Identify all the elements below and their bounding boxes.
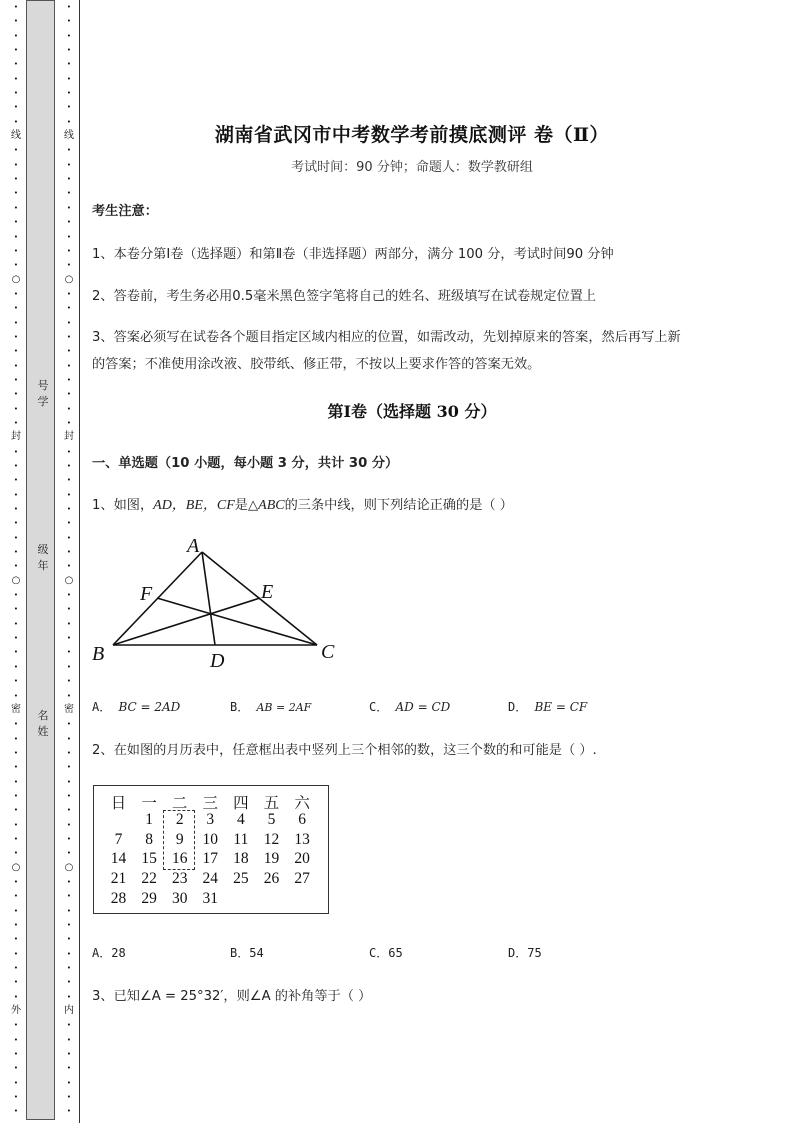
inner-dot: •: [66, 361, 72, 370]
calendar-day: 11: [233, 830, 249, 848]
outer-dot: •: [13, 232, 19, 241]
outer-dot: •: [13, 505, 19, 514]
inner-dot: •: [66, 548, 72, 557]
outer-dot: •: [13, 519, 19, 528]
inner-dot: •: [66, 1078, 72, 1087]
inner-mark: 内: [64, 1005, 74, 1017]
outer-dot: •: [13, 3, 19, 11]
inner-dot: •: [66, 232, 72, 241]
outer-dot: •: [13, 935, 19, 944]
outer-dot: •: [13, 1050, 19, 1059]
inner-dot: •: [66, 60, 72, 69]
inner-dot: •: [66, 748, 72, 757]
part-title: 第Ⅰ卷（选择题 30 分）: [327, 402, 497, 421]
outer-dot: •: [13, 117, 19, 126]
inner-dot: •: [66, 246, 72, 255]
inner-circle: ○: [64, 273, 74, 285]
calendar-day: 15: [141, 850, 157, 868]
outer-dot: •: [13, 31, 19, 40]
inner-dot: •: [66, 146, 72, 155]
inner-dot: •: [66, 117, 72, 126]
calendar-day: 17: [202, 850, 219, 868]
calendar-day: 1: [145, 810, 153, 828]
outer-dot: •: [13, 218, 19, 227]
note-item-3: 3、答案必须写在试卷各个题目指定区域内相应的位置，如需改动，先划掉原来的答案，然后再写上新: [92, 330, 681, 345]
inner-dot: •: [66, 634, 72, 643]
inner-circle: ○: [64, 861, 74, 873]
calendar-day: 2: [175, 810, 184, 828]
q1-option-b: B． AB = 2AF: [230, 700, 312, 714]
inner-dot: •: [66, 806, 72, 815]
vertex-c-label: C: [321, 641, 335, 663]
point-d-label: D: [210, 650, 225, 672]
outer-dot: •: [13, 677, 19, 686]
calendar-day: 30: [171, 890, 188, 907]
outer-dot: •: [13, 404, 19, 413]
inner-dot: •: [66, 562, 72, 571]
outer-dot: •: [13, 462, 19, 470]
calendar-day: 22: [141, 870, 157, 888]
grade-label: 级 年: [37, 543, 49, 572]
name-label: 名 姓: [37, 709, 49, 738]
outer-dot: •: [13, 605, 19, 614]
calendar-day: 3: [206, 810, 215, 828]
outer-dot: •: [13, 490, 19, 499]
outer-dot: •: [13, 60, 19, 69]
inner-dot: •: [66, 189, 72, 198]
outer-dot: •: [13, 46, 19, 55]
outer-dot: •: [13, 1021, 19, 1030]
notes-heading: 考生注意：: [92, 204, 158, 219]
inner-dot: •: [66, 1107, 72, 1116]
calendar-day: 14: [110, 850, 127, 868]
calendar-day: 6: [298, 810, 306, 828]
q1-text-mid: 是△: [234, 498, 259, 513]
inner-dot: •: [66, 476, 72, 485]
calendar-day: 29: [141, 890, 157, 907]
calendar-weekday: 五: [263, 795, 280, 812]
calendar-day: 28: [110, 890, 127, 907]
calendar-weekday: 三: [202, 795, 219, 812]
calendar-day: 13: [294, 830, 310, 848]
vertex-b-label: B: [92, 643, 105, 665]
calendar-day: 9: [175, 830, 184, 848]
inner-dot: •: [66, 304, 72, 313]
outer-dot: •: [13, 548, 19, 557]
calendar-weekday: 六: [294, 795, 310, 812]
outer-dot: •: [13, 964, 19, 973]
inner-dot: •: [66, 418, 72, 427]
inner-mark: 密: [64, 703, 74, 715]
outer-dot: •: [13, 203, 19, 212]
inner-dot: •: [66, 404, 72, 413]
outer-dot: •: [13, 418, 19, 427]
outer-dot: •: [13, 246, 19, 255]
calendar-weekday: 日: [110, 795, 127, 812]
inner-dot: •: [66, 763, 72, 772]
q2-option-a: A．28: [92, 946, 126, 960]
calendar-day: 7: [114, 830, 123, 848]
inner-dot: •: [66, 978, 72, 987]
calendar-day: 31: [202, 890, 219, 907]
calendar-day: 23: [171, 870, 188, 888]
outer-dot: •: [13, 777, 19, 786]
outer-dot: •: [13, 1064, 19, 1073]
outer-dot: •: [13, 634, 19, 643]
inner-dot: •: [66, 218, 72, 227]
outer-dot: •: [13, 662, 19, 671]
outer-dot: •: [13, 906, 19, 915]
inner-dot: •: [66, 720, 72, 729]
inner-margin-marks: [62, 0, 76, 1123]
inner-dot: •: [66, 160, 72, 169]
outer-dot: •: [13, 175, 19, 184]
inner-dot: •: [66, 1035, 72, 1044]
inner-dot: •: [66, 662, 72, 671]
inner-dot: •: [66, 834, 72, 843]
inner-dot: •: [66, 892, 72, 901]
calendar-selection-box: [163, 810, 195, 870]
outer-mark: 封: [11, 431, 21, 443]
outer-dot: •: [13, 261, 19, 270]
outer-dot: •: [13, 160, 19, 169]
inner-dot: •: [66, 877, 72, 886]
question-1: [92, 494, 513, 514]
vertex-a-label: A: [187, 535, 200, 557]
inner-dot: •: [66, 691, 72, 700]
outer-circle: ○: [11, 861, 21, 873]
calendar-day: 21: [110, 870, 127, 888]
inner-dot: •: [66, 3, 72, 11]
calendar-weekday: 二: [171, 795, 188, 812]
outer-dot: •: [13, 476, 19, 485]
outer-dot: •: [13, 103, 19, 112]
outer-dot: •: [13, 791, 19, 800]
outer-dot: •: [13, 892, 19, 901]
section-heading: 一、单选题（10 小题，每小题 3 分，共计 30 分）: [92, 456, 399, 471]
question-3: 3、已知∠A = 25°32′，则∠A 的补角等于（ ）: [92, 989, 372, 1004]
q1-medians: AD，BE，CF: [153, 498, 235, 513]
inner-dot: •: [66, 1050, 72, 1059]
inner-dot: •: [66, 906, 72, 915]
inner-dot: •: [66, 935, 72, 944]
inner-mark: 线: [64, 130, 74, 142]
inner-dot: •: [66, 648, 72, 657]
calendar-day: 16: [171, 850, 188, 868]
calendar-day: 26: [263, 870, 280, 888]
calendar-day: 24: [202, 870, 219, 888]
inner-dot: •: [66, 89, 72, 98]
inner-dot: •: [66, 820, 72, 829]
inner-dot: •: [66, 318, 72, 327]
calendar-weekday: 一: [141, 795, 157, 812]
inner-dot: •: [66, 777, 72, 786]
outer-dot: •: [13, 763, 19, 772]
inner-circle: ○: [64, 574, 74, 586]
outer-dot: •: [13, 992, 19, 1001]
median-ad: [202, 552, 215, 645]
calendar-day: 10: [202, 830, 219, 848]
question-2: 2、在如图的月历表中，任意框出表中竖列上三个相邻的数，这三个数的和可能是（ ）.: [92, 743, 597, 758]
outer-mark: 密: [11, 703, 21, 715]
calendar-day: 19: [263, 850, 280, 868]
binding-line: [79, 0, 80, 1123]
inner-dot: •: [66, 734, 72, 743]
inner-dot: •: [66, 677, 72, 686]
inner-dot: •: [66, 1093, 72, 1102]
outer-circle: ○: [11, 273, 21, 285]
outer-dot: •: [13, 921, 19, 929]
inner-dot: •: [66, 791, 72, 800]
inner-dot: •: [66, 375, 72, 384]
q1-triangle-name: ABC: [258, 498, 285, 513]
outer-dot: •: [13, 74, 19, 83]
calendar-day: 18: [233, 850, 249, 868]
outer-dot: •: [13, 347, 19, 356]
calendar-day: 5: [267, 810, 276, 828]
inner-dot: •: [66, 519, 72, 528]
q2-option-c: C．65: [369, 946, 403, 960]
inner-dot: •: [66, 31, 72, 40]
outer-dot: •: [13, 533, 19, 542]
outer-dot: •: [13, 648, 19, 657]
outer-dot: •: [13, 318, 19, 327]
inner-dot: •: [66, 175, 72, 184]
inner-dot: •: [66, 261, 72, 270]
inner-dot: •: [66, 921, 72, 929]
page-title: 湖南省武冈市中考数学考前摸底测评 卷（Ⅱ）: [214, 124, 610, 146]
outer-dot: •: [13, 304, 19, 313]
inner-dot: •: [66, 964, 72, 973]
outer-dot: •: [13, 146, 19, 155]
triangle-figure: [90, 530, 350, 680]
outer-dot: •: [13, 1078, 19, 1087]
outer-dot: •: [13, 189, 19, 198]
outer-dot: •: [13, 806, 19, 815]
inner-dot: •: [66, 619, 72, 628]
outer-dot: •: [13, 591, 19, 600]
inner-dot: •: [66, 390, 72, 399]
q1-option-a: A． BC = 2AD: [92, 700, 181, 714]
outer-dot: •: [13, 691, 19, 700]
outer-dot: •: [13, 390, 19, 399]
outer-dot: •: [13, 447, 19, 456]
q1-number: 1、如图，: [92, 498, 154, 513]
outer-dot: •: [13, 849, 19, 858]
inner-dot: •: [66, 46, 72, 55]
exam-info: 考试时间：90 分钟；命题人：数学教研组: [291, 160, 533, 175]
note-item-3-cont: 的答案；不准使用涂改液、胶带纸、修正带，不按以上要求作答的答案无效。: [92, 357, 541, 372]
q1-option-d: D． BE = CF: [508, 700, 588, 714]
q2-option-d: D．75: [508, 946, 542, 960]
calendar-day: 20: [294, 850, 310, 868]
calendar-day: 12: [263, 830, 280, 848]
inner-dot: •: [66, 949, 72, 958]
q2-option-b: B．54: [230, 946, 264, 960]
outer-dot: •: [13, 289, 19, 298]
outer-dot: •: [13, 1107, 19, 1116]
outer-dot: •: [13, 720, 19, 729]
inner-dot: •: [66, 17, 72, 26]
inner-dot: •: [66, 1064, 72, 1073]
inner-dot: •: [66, 203, 72, 212]
inner-dot: •: [66, 505, 72, 514]
outer-dot: •: [13, 89, 19, 98]
outer-margin-marks: [9, 0, 23, 1123]
inner-dot: •: [66, 74, 72, 83]
calendar-day: 8: [145, 830, 153, 848]
outer-dot: •: [13, 1093, 19, 1102]
inner-dot: •: [66, 849, 72, 858]
outer-dot: •: [13, 562, 19, 571]
inner-dot: •: [66, 1021, 72, 1030]
calendar-day: 25: [233, 870, 249, 888]
outer-dot: •: [13, 1035, 19, 1044]
outer-mark: 外: [11, 1005, 21, 1017]
outer-mark: 线: [11, 130, 21, 142]
point-e-label: E: [261, 581, 274, 603]
calendar-day: 4: [237, 810, 245, 828]
outer-dot: •: [13, 332, 19, 341]
outer-dot: •: [13, 375, 19, 384]
inner-dot: •: [66, 289, 72, 298]
inner-dot: •: [66, 490, 72, 499]
outer-dot: •: [13, 820, 19, 829]
outer-dot: •: [13, 834, 19, 843]
calendar-day: 27: [294, 870, 310, 888]
inner-dot: •: [66, 332, 72, 341]
inner-dot: •: [66, 533, 72, 542]
q1-text-end: 的三条中线，则下列结论正确的是（ ）: [284, 498, 513, 513]
inner-dot: •: [66, 347, 72, 356]
outer-dot: •: [13, 361, 19, 370]
outer-dot: •: [13, 748, 19, 757]
inner-dot: •: [66, 462, 72, 470]
inner-dot: •: [66, 992, 72, 1001]
inner-dot: •: [66, 103, 72, 112]
inner-mark: 封: [64, 431, 74, 443]
outer-dot: •: [13, 619, 19, 628]
inner-dot: •: [66, 447, 72, 456]
outer-dot: •: [13, 877, 19, 886]
outer-circle: ○: [11, 574, 21, 586]
note-item-2: 2、答卷前，考生务必用0.5毫米黑色签字笔将自己的姓名、班级填写在试卷规定位置上: [92, 289, 597, 304]
outer-dot: •: [13, 17, 19, 26]
outer-dot: •: [13, 734, 19, 743]
student-id-label: 号 学: [37, 379, 49, 408]
note-item-1: 1、本卷分第Ⅰ卷（选择题）和第Ⅱ卷（非选择题）两部分，满分 100 分，考试时间90 分钟: [92, 247, 614, 262]
calendar-weekday: 四: [233, 795, 249, 812]
point-f-label: F: [140, 583, 153, 605]
inner-dot: •: [66, 605, 72, 614]
q1-option-c: C． AD = CD: [369, 700, 451, 714]
outer-dot: •: [13, 949, 19, 958]
outer-dot: •: [13, 978, 19, 987]
inner-dot: •: [66, 591, 72, 600]
